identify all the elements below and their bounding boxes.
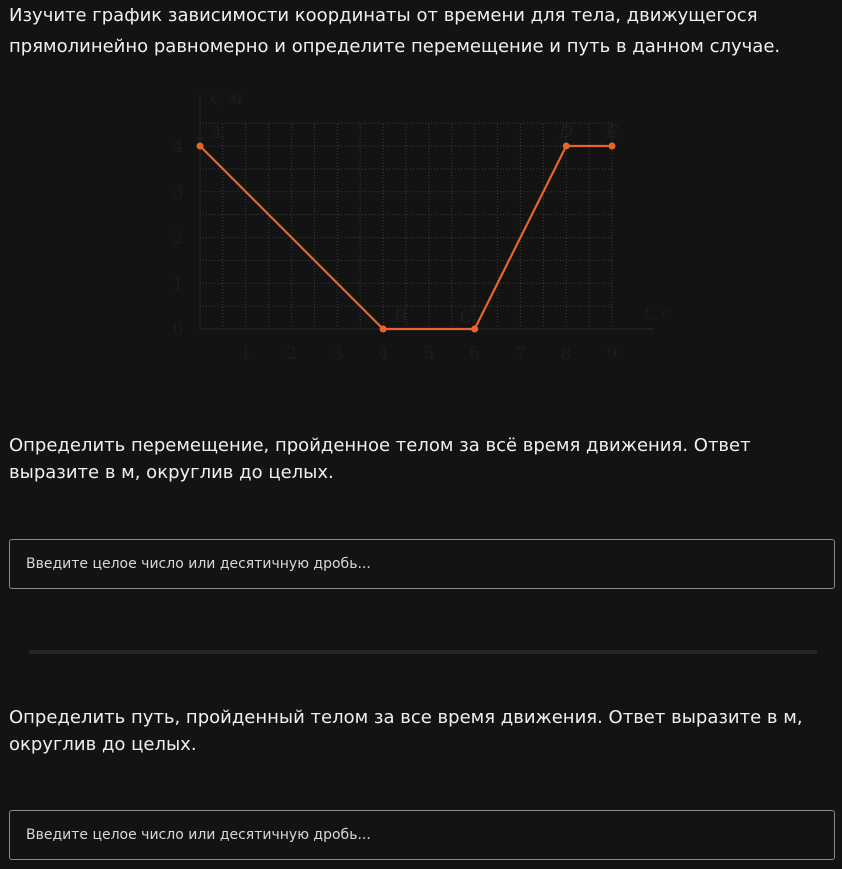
point-label-d: D [559,122,574,143]
distance-answer-input[interactable] [10,811,834,859]
point-label-e: E [605,122,619,143]
x-tick-label: 5 [423,344,435,364]
point-label-a: A [209,122,223,143]
point-label-b: B [393,306,407,327]
y-tick-label: 1 [172,274,184,295]
data-point-d [563,143,570,150]
y-tick-label: 3 [172,182,184,203]
data-point-e [609,143,616,150]
x-tick-label: 7 [515,344,526,364]
x-tick-label: 6 [469,344,481,364]
y-axis-title: x, м [208,89,243,109]
distance-answer-box[interactable] [9,810,835,860]
displacement-answer-box[interactable] [9,539,835,589]
y-tick-label: 2 [172,228,184,249]
data-point-b [380,326,387,333]
coordinate-time-chart [160,80,690,370]
question-displacement: Определить перемещение, пройденное телом за всё время движения. Ответ выразите в м, округлив до целых. [9,435,751,483]
section-divider [29,650,817,654]
question-distance: Определить путь, пройденный телом за все время движения. Ответ выразите в м, округлив до целых. [9,707,803,755]
x-axis-title: t, с [644,303,672,323]
chart-svg [160,80,690,370]
x-tick-label: 8 [560,344,572,364]
data-point-a [197,143,204,150]
x-tick-label: 1 [240,344,252,364]
x-tick-label: 4 [377,344,389,364]
displacement-answer-input[interactable] [10,540,834,588]
y-tick-label: 4 [172,137,184,157]
point-label-c: C [459,306,474,327]
y-tick-label: 0 [172,320,184,340]
x-tick-label: 9 [606,344,618,364]
task-description: Изучите график зависимости координаты от времени для тела, движущегося прямолинейно равномерно и определите перемещение и путь в данном случае. [9,5,781,57]
x-tick-label: 3 [331,344,343,364]
x-tick-label: 2 [286,344,297,364]
